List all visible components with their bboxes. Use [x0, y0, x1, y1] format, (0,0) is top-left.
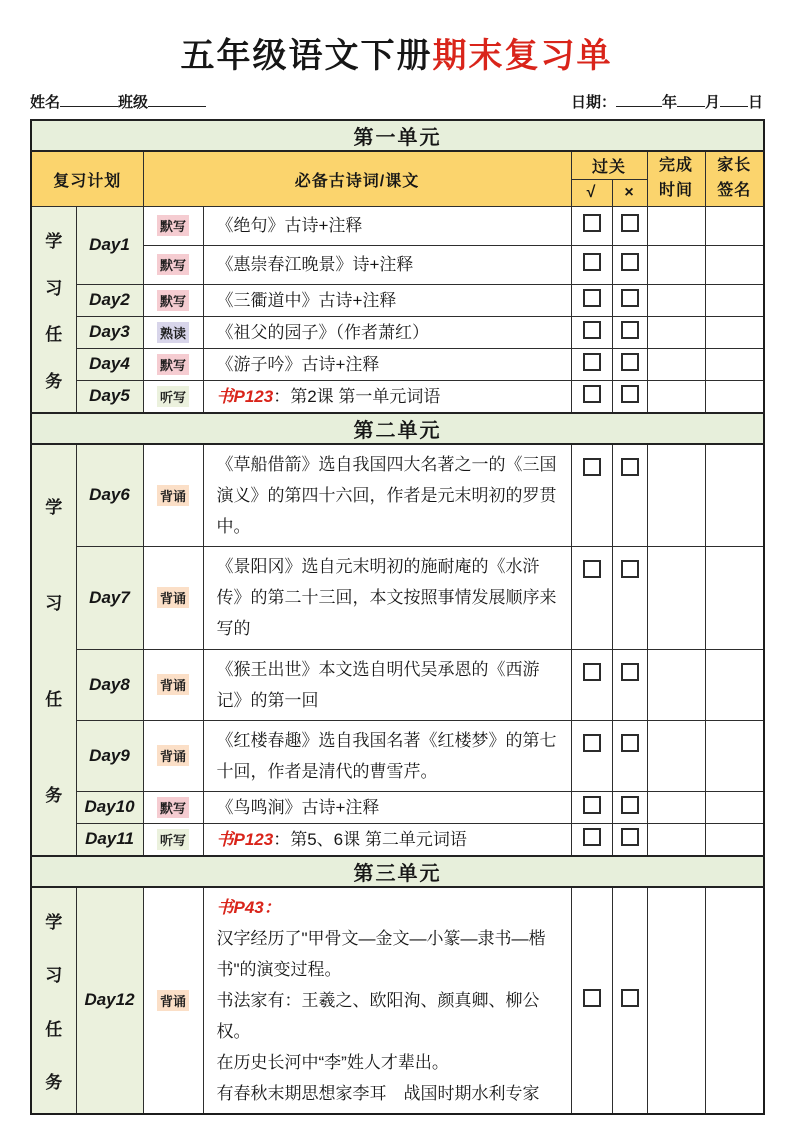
- content-line: 书法家有：王羲之、欧阳洵、颜真卿、柳公权。: [216, 990, 540, 1041]
- task-content: 《草船借箭》选自我国四大名著之一的《三国演义》的第四十六回，作者是元末明初的罗贯中。: [203, 444, 571, 547]
- checkbox-pass-cell: [571, 546, 612, 649]
- fail-checkbox[interactable]: [621, 214, 639, 232]
- checkbox-pass-cell: [571, 245, 612, 284]
- header-parent-sign: 家长 签名: [705, 151, 764, 206]
- checkbox-pass-cell: [571, 348, 612, 380]
- finish-time-cell[interactable]: [647, 284, 705, 316]
- day-cell: Day11: [76, 823, 143, 856]
- checkbox-pass-cell: [571, 284, 612, 316]
- checkbox-fail-cell: [612, 444, 647, 547]
- year-blank-field[interactable]: [616, 93, 662, 107]
- task-row-day3: [31, 316, 764, 348]
- pass-checkbox[interactable]: [583, 253, 601, 271]
- checkbox-fail-cell: [612, 823, 647, 856]
- checkbox-pass-cell: [571, 791, 612, 823]
- task-content: 《景阳冈》选自元末明初的施耐庵的《水浒传》的第二十三回，本文按照事情发展顺序来写的: [203, 546, 571, 649]
- unit-3-header: 第三单元: [31, 856, 764, 887]
- task-row-day9: [31, 720, 764, 791]
- checkbox-pass-cell: [571, 823, 612, 856]
- name-blank-field[interactable]: [60, 93, 118, 107]
- checkbox-fail-cell: [612, 887, 647, 1114]
- finish-time-cell[interactable]: [647, 649, 705, 720]
- task-tag: 默写: [157, 254, 189, 275]
- checkbox-fail-cell: [612, 206, 647, 245]
- finish-time-cell[interactable]: [647, 791, 705, 823]
- month-label: 月: [704, 94, 720, 112]
- checkbox-pass-cell: [571, 649, 612, 720]
- info-row: [30, 91, 763, 112]
- content-line: 在历史长河中“李”姓人才辈出。: [216, 1052, 449, 1072]
- task-tag: 听写: [157, 386, 189, 407]
- task-content: 《绝句》古诗+注释: [203, 206, 571, 245]
- class-blank-field[interactable]: [148, 93, 206, 107]
- header-pass: 过关: [571, 151, 647, 179]
- fail-checkbox[interactable]: [621, 321, 639, 339]
- task-row-day7: [31, 546, 764, 649]
- page-title: [0, 38, 793, 75]
- task-tag: 背诵: [157, 587, 189, 608]
- header-pass-yes: √: [571, 179, 612, 206]
- finish-time-cell[interactable]: [647, 546, 705, 649]
- task-tag: 背诵: [157, 745, 189, 766]
- task-tag: 默写: [157, 290, 189, 311]
- parent-sign-cell[interactable]: [705, 546, 764, 649]
- task-content: 书P123：第2课 第一单元词语: [203, 380, 571, 413]
- title-red: 期末复习单: [432, 37, 613, 75]
- day-cell: Day10: [76, 791, 143, 823]
- review-table: [30, 119, 765, 1115]
- checkbox-fail-cell: [612, 245, 647, 284]
- fail-checkbox[interactable]: [621, 289, 639, 307]
- parent-sign-cell[interactable]: [705, 316, 764, 348]
- task-content: 《红楼春趣》选自我国名著《红楼梦》的第七十回，作者是清代的曹雪芹。: [203, 720, 571, 791]
- fail-checkbox[interactable]: [621, 458, 639, 476]
- header-plan: 复习计划: [31, 151, 143, 206]
- pass-checkbox[interactable]: [583, 796, 601, 814]
- pass-checkbox[interactable]: [583, 828, 601, 846]
- parent-sign-cell[interactable]: [705, 206, 764, 245]
- task-content: 《惠崇春江晚景》诗+注释: [203, 245, 571, 284]
- checkbox-pass-cell: [571, 720, 612, 791]
- pass-checkbox[interactable]: [583, 989, 601, 1007]
- checkbox-fail-cell: [612, 348, 647, 380]
- pass-checkbox[interactable]: [583, 289, 601, 307]
- checkbox-fail-cell: [612, 649, 647, 720]
- parent-sign-cell[interactable]: [705, 444, 764, 547]
- checkbox-fail-cell: [612, 720, 647, 791]
- task-content: 《鸟鸣涧》古诗+注释: [203, 791, 571, 823]
- content-line: 汉字经历了"甲骨文—金文—小篆—隶书—楷书"的演变过程。: [216, 928, 546, 979]
- pass-checkbox[interactable]: [583, 663, 601, 681]
- pass-checkbox[interactable]: [583, 214, 601, 232]
- pass-checkbox[interactable]: [583, 353, 601, 371]
- pass-checkbox[interactable]: [583, 385, 601, 403]
- task-tag: 熟读: [157, 322, 189, 343]
- task-tag: 默写: [157, 354, 189, 375]
- side-label-unit3: 学 习 任 务: [31, 887, 76, 1114]
- fail-checkbox[interactable]: [621, 385, 639, 403]
- task-row-day11: [31, 823, 764, 856]
- parent-sign-cell[interactable]: [705, 649, 764, 720]
- task-row-day10: [31, 791, 764, 823]
- side-label-unit2: 学 习 任 务: [31, 444, 76, 856]
- task-tag: 默写: [157, 215, 189, 236]
- header-pass-no: ×: [612, 179, 647, 206]
- checkbox-fail-cell: [612, 284, 647, 316]
- parent-sign-cell[interactable]: [705, 791, 764, 823]
- finish-time-cell[interactable]: [647, 380, 705, 413]
- fail-checkbox[interactable]: [621, 828, 639, 846]
- checkbox-fail-cell: [612, 791, 647, 823]
- finish-time-cell[interactable]: [647, 348, 705, 380]
- task-row-day1a: [31, 206, 764, 245]
- book-page-ref: 书P43：: [216, 897, 281, 917]
- unit-2-header: 第二单元: [31, 413, 764, 444]
- book-page-ref: 书P123: [216, 386, 274, 406]
- pass-checkbox[interactable]: [583, 321, 601, 339]
- day-cell: Day1: [76, 206, 143, 284]
- name-label: 姓名: [30, 94, 61, 112]
- fail-checkbox[interactable]: [621, 796, 639, 814]
- pass-checkbox[interactable]: [583, 734, 601, 752]
- task-content: 《猴王出世》本文选自明代吴承恩的《西游记》的第一回: [203, 649, 571, 720]
- month-blank-field[interactable]: [677, 93, 705, 107]
- pass-checkbox[interactable]: [583, 560, 601, 578]
- task-row-day6: [31, 444, 764, 547]
- task-tag: 背诵: [157, 485, 189, 506]
- parent-sign-cell[interactable]: [705, 284, 764, 316]
- day-cell: Day2: [76, 284, 143, 316]
- parent-sign-cell[interactable]: [705, 348, 764, 380]
- task-tag: 背诵: [157, 990, 189, 1011]
- name-class-fields: [30, 91, 206, 112]
- task-content: 书P123：第5、6课 第二单元词语: [203, 823, 571, 856]
- day-cell: Day12: [76, 887, 143, 1114]
- fail-checkbox[interactable]: [621, 734, 639, 752]
- checkbox-pass-cell: [571, 380, 612, 413]
- day-cell: Day9: [76, 720, 143, 791]
- task-content: 《游子吟》古诗+注释: [203, 348, 571, 380]
- finish-time-cell[interactable]: [647, 720, 705, 791]
- checkbox-fail-cell: [612, 316, 647, 348]
- pass-checkbox[interactable]: [583, 458, 601, 476]
- finish-time-cell[interactable]: [647, 245, 705, 284]
- parent-sign-cell[interactable]: [705, 720, 764, 791]
- side-label-unit1: 学 习 任 务: [31, 206, 76, 413]
- task-content: 《三衢道中》古诗+注释: [203, 284, 571, 316]
- task-row-day8: [31, 649, 764, 720]
- checkbox-pass-cell: [571, 444, 612, 547]
- finish-time-cell[interactable]: [647, 823, 705, 856]
- fail-checkbox[interactable]: [621, 989, 639, 1007]
- day-cell: Day5: [76, 380, 143, 413]
- task-tag: 听写: [157, 829, 189, 850]
- finish-time-cell[interactable]: [647, 206, 705, 245]
- parent-sign-cell[interactable]: [705, 887, 764, 1114]
- parent-sign-cell[interactable]: [705, 823, 764, 856]
- header-finish-time: 完成 时间: [647, 151, 705, 206]
- day-label: 日: [747, 94, 763, 112]
- checkbox-pass-cell: [571, 316, 612, 348]
- date-fields: [571, 91, 763, 112]
- task-row-day4: [31, 348, 764, 380]
- task-row-day5: [31, 380, 764, 413]
- parent-sign-cell[interactable]: [705, 380, 764, 413]
- finish-time-cell[interactable]: [647, 316, 705, 348]
- finish-time-cell[interactable]: [647, 887, 705, 1114]
- unit-1-header: 第一单元: [31, 120, 764, 151]
- book-page-ref: 书P123: [216, 829, 274, 849]
- task-content: [203, 887, 571, 1114]
- parent-sign-cell[interactable]: [705, 245, 764, 284]
- day-cell: Day3: [76, 316, 143, 348]
- date-label: 日期：: [570, 94, 616, 112]
- fail-checkbox[interactable]: [621, 353, 639, 371]
- fail-checkbox[interactable]: [621, 560, 639, 578]
- day-blank-field[interactable]: [720, 93, 748, 107]
- checkbox-fail-cell: [612, 546, 647, 649]
- day-cell: Day4: [76, 348, 143, 380]
- task-content: 《祖父的园子》（作者萧红）: [203, 316, 571, 348]
- fail-checkbox[interactable]: [621, 253, 639, 271]
- year-label: 年: [661, 94, 677, 112]
- task-row-day2: [31, 284, 764, 316]
- checkbox-pass-cell: [571, 887, 612, 1114]
- content-line: 有春秋末期思想家李耳 战国时期水利专家: [216, 1083, 540, 1103]
- checkbox-fail-cell: [612, 380, 647, 413]
- task-tag: 背诵: [157, 674, 189, 695]
- day-cell: Day6: [76, 444, 143, 547]
- header-content: 必备古诗词/课文: [143, 151, 571, 206]
- title-black: 五年级语文下册: [180, 37, 433, 75]
- checkbox-pass-cell: [571, 206, 612, 245]
- task-tag: 默写: [157, 797, 189, 818]
- class-label: 班级: [118, 94, 149, 112]
- day-cell: Day8: [76, 649, 143, 720]
- day-cell: Day7: [76, 546, 143, 649]
- finish-time-cell[interactable]: [647, 444, 705, 547]
- task-row-day12: [31, 887, 764, 1114]
- fail-checkbox[interactable]: [621, 663, 639, 681]
